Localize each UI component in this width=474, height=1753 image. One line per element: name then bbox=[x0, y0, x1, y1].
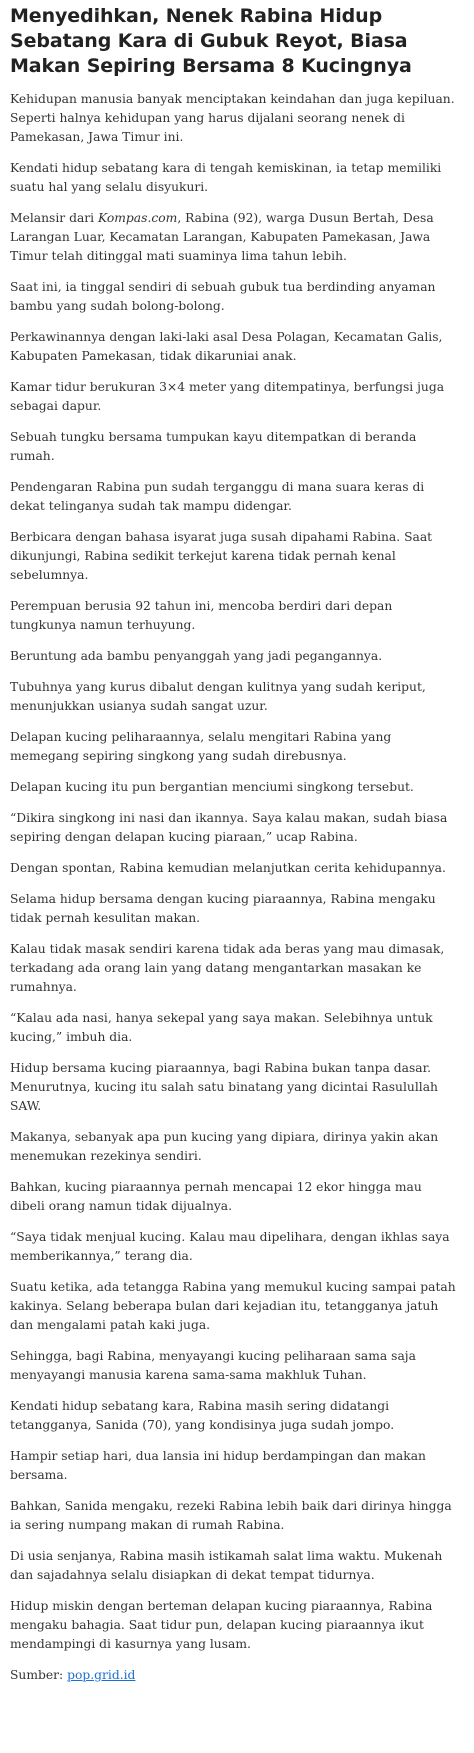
article-paragraph: Bahkan, kucing piaraannya pernah mencapai 12 ekor hingga mau dibeli orang namun tidak dijualnya. bbox=[10, 1180, 422, 1213]
article-paragraph-kompas bbox=[10, 209, 460, 266]
article-paragraph: Sehingga, bagi Rabina, menyayangi kucing peliharaan sama saja menyayangi manusia karena sama-sama makhluk Tuhan. bbox=[10, 1349, 416, 1382]
kompas-before-text: Melansir dari bbox=[10, 211, 99, 225]
article-paragraph: Sebuah tungku bersama tumpukan kayu ditempatkan di beranda rumah. bbox=[10, 430, 417, 463]
article-paragraph: Delapan kucing itu pun bergantian menciumi singkong tersebut. bbox=[10, 780, 414, 794]
article-paragraph: Hidup miskin dengan berteman delapan kucing piaraannya, Rabina mengaku bahagia. Saat tidur pun, delapan kucing piaraannya ikut mendampingi di kasurnya yang lusam. bbox=[10, 1599, 433, 1651]
article-paragraph: Berbicara dengan bahasa isyarat juga susah dipahami Rabina. Saat dikunjungi, Rabina sedikit terkejut karena tidak pernah kenal sebelumnya. bbox=[10, 530, 433, 582]
source-link[interactable]: pop.grid.id bbox=[67, 1668, 136, 1682]
article-title: Menyedihkan, Nenek Rabina Hidup Sebatang Kara di Gubuk Reyot, Biasa Makan Sepiring Bersama 8 Kucingnya bbox=[10, 5, 412, 77]
article-paragraph: Selama hidup bersama dengan kucing piaraannya, Rabina mengaku tidak pernah kesulitan makan. bbox=[10, 892, 436, 925]
article-paragraph: Di usia senjanya, Rabina masih istikamah salat lima waktu. Mukenah dan sajadahnya selalu disiapkan di dekat tempat tidurnya. bbox=[10, 1549, 443, 1582]
article-paragraph: Kendati hidup sebatang kara di tengah kemiskinan, ia tetap memiliki suatu hal yang selalu disyukuri. bbox=[10, 161, 442, 194]
article-paragraph: Delapan kucing peliharaannya, selalu mengitari Rabina yang memegang sepiring singkong yang sudah direbusnya. bbox=[10, 730, 392, 763]
article-paragraph: Dengan spontan, Rabina kemudian melanjutkan cerita kehidupannya. bbox=[10, 861, 446, 875]
article-paragraph: Perempuan berusia 92 tahun ini, mencoba berdiri dari depan tungkunya namun terhuyung. bbox=[10, 599, 393, 632]
article-paragraph: Kalau tidak masak sendiri karena tidak ada beras yang mau dimasak, terkadang ada orang lain yang datang mengantarkan masakan ke rumahnya. bbox=[10, 942, 445, 994]
kompas-source-name: Kompas.com bbox=[98, 211, 178, 225]
article-paragraph: Suatu ketika, ada tetangga Rabina yang memukul kucing sampai patah kakinya. Selang beberapa bulan dari kejadian itu, tetangganya jatuh dan mengalami patah kaki juga. bbox=[10, 1280, 456, 1332]
article-paragraph: “Saya tidak menjual kucing. Kalau mau dipelihara, dengan ikhlas saya memberikannya,” terang dia. bbox=[10, 1230, 450, 1263]
article-paragraph: Hampir setiap hari, dua lansia ini hidup berdampingan dan makan bersama. bbox=[10, 1449, 426, 1482]
article-paragraph: Pendengaran Rabina pun sudah terganggu di mana suara keras di dekat telinganya sudah tak mampu didengar. bbox=[10, 480, 425, 513]
article-paragraph: Bahkan, Sanida mengaku, rezeki Rabina lebih baik dari dirinya hingga ia sering numpang makan di rumah Rabina. bbox=[10, 1499, 452, 1532]
article-paragraph: Perkawinannya dengan laki-laki asal Desa Polagan, Kecamatan Galis, Kabupaten Pamekasan, tidak dikaruniai anak. bbox=[10, 330, 443, 363]
article-paragraph: “Kalau ada nasi, hanya sekepal yang saya makan. Selebihnya untuk kucing,” imbuh dia. bbox=[10, 1011, 433, 1044]
article-paragraph: “Dikira singkong ini nasi dan ikannya. Saya kalau makan, sudah biasa sepiring dengan delapan kucing piaraan,” ucap Rabina. bbox=[10, 811, 448, 844]
source-label: Sumber: bbox=[10, 1668, 68, 1682]
article-paragraph: Kendati hidup sebatang kara, Rabina masih sering didatangi tetangganya, Sanida (70), yang kondisinya juga sudah jompo. bbox=[10, 1399, 395, 1432]
article-paragraph: Hidup bersama kucing piaraannya, bagi Rabina bukan tanpa dasar. Menurutnya, kucing itu salah satu binatang yang dicintai Rasulullah SAW. bbox=[10, 1061, 438, 1113]
article-paragraph: Saat ini, ia tinggal sendiri di sebuah gubuk tua berdinding anyaman bambu yang sudah bolong-bolong. bbox=[10, 280, 436, 313]
article-paragraph: Kamar tidur berukuran 3×4 meter yang ditempatinya, berfungsi juga sebagai dapur. bbox=[10, 380, 445, 413]
article-paragraph: Kehidupan manusia banyak menciptakan keindahan dan juga kepiluan. Seperti halnya kehidupan yang harus dijalani seorang nenek di Pamekasan, Jawa Timur ini. bbox=[10, 92, 455, 144]
kompas-after-text: , Rabina (92), warga Dusun Bertah, Desa Larangan Luar, Kecamatan Larangan, Kabupaten Pamekasan, Jawa Timur telah ditinggal mati suaminya lima tahun lebih. bbox=[10, 211, 434, 263]
article-paragraph: Makanya, sebanyak apa pun kucing yang dipiara, dirinya yakin akan menemukan rezekinya sendiri. bbox=[10, 1130, 439, 1163]
article-paragraph: Tubuhnya yang kurus dibalut dengan kulitnya yang sudah keriput, menunjukkan usianya sudah sangat uzur. bbox=[10, 680, 426, 713]
source-line bbox=[10, 1666, 460, 1685]
article-paragraph: Beruntung ada bambu penyanggah yang jadi pegangannya. bbox=[10, 649, 383, 663]
